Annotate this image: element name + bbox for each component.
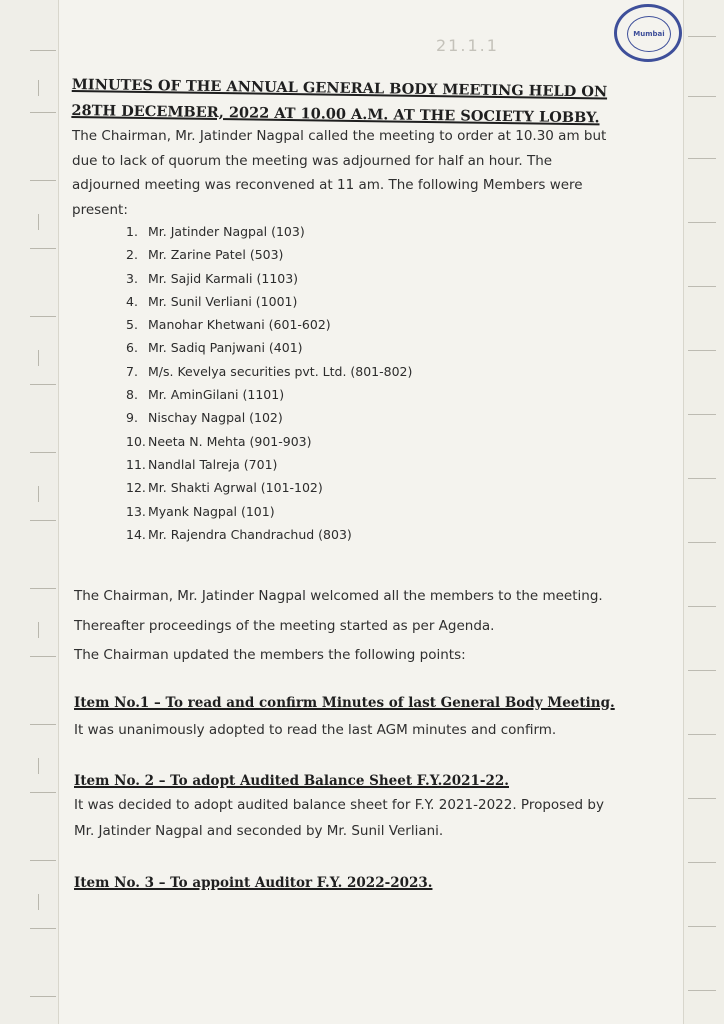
list-item: 14. Mr. Rajendra Chandrachud (803) <box>126 526 352 542</box>
margin-tick <box>30 316 56 317</box>
margin-tick <box>688 158 716 159</box>
welcome-line: Thereafter proceedings of the meeting started as per Agenda. <box>74 618 495 634</box>
agenda-item-3-heading: Item No. 3 – To appoint Auditor F.Y. 2022-2023. <box>74 875 433 891</box>
margin-tick <box>38 758 39 774</box>
welcome-line: The Chairman, Mr. Jatinder Nagpal welcomed all the members to the meeting. <box>74 588 603 604</box>
agenda-item-2-text: It was decided to adopt audited balance sheet for F.Y. 2021-2022. Proposed by <box>74 797 604 813</box>
margin-tick <box>688 222 716 223</box>
list-item: 2. Mr. Zarine Patel (503) <box>126 247 284 263</box>
margin-tick <box>30 384 56 385</box>
margin-tick <box>688 606 716 607</box>
margin-tick <box>688 670 716 671</box>
minutes-heading: MINUTES OF THE ANNUAL GENERAL BODY MEETING HELD ON 28TH DECEMBER, 2022 AT 10.00 A.M. AT THE SOCIETY LOBBY. <box>71 75 608 127</box>
margin-tick <box>38 486 39 502</box>
list-item: 3. Mr. Sajid Karmali (1103) <box>126 270 299 286</box>
margin-tick <box>30 860 56 861</box>
handwritten-note: 21.1.1 <box>436 36 499 55</box>
left-binding-margin <box>0 0 59 1024</box>
margin-tick <box>30 50 56 51</box>
agenda-item-2-heading: Item No. 2 – To adopt Audited Balance Sheet F.Y.2021-22. <box>74 773 509 789</box>
margin-tick <box>30 520 56 521</box>
margin-tick <box>38 80 39 96</box>
list-item: 11. Nandlal Talreja (701) <box>126 456 278 472</box>
list-item: 13. Myank Nagpal (101) <box>126 503 275 519</box>
margin-tick <box>30 656 56 657</box>
agenda-item-2-text: Mr. Jatinder Nagpal and seconded by Mr. Sunil Verliani. <box>74 823 444 839</box>
margin-tick <box>688 350 716 351</box>
list-item: 4. Mr. Sunil Verliani (1001) <box>126 293 298 309</box>
margin-tick <box>30 180 56 181</box>
margin-tick <box>688 478 716 479</box>
margin-tick <box>688 36 716 37</box>
margin-tick <box>38 350 39 366</box>
margin-tick <box>688 862 716 863</box>
margin-tick <box>30 588 56 589</box>
margin-tick <box>30 792 56 793</box>
margin-tick <box>688 798 716 799</box>
margin-tick <box>688 286 716 287</box>
stamp-label: Mumbai <box>627 16 671 52</box>
right-margin <box>683 0 724 1024</box>
welcome-line: The Chairman updated the members the following points: <box>74 647 466 663</box>
margin-tick <box>30 724 56 725</box>
agenda-item-1-heading: Item No.1 – To read and confirm Minutes of last General Body Meeting. <box>74 695 615 711</box>
margin-tick <box>688 926 716 927</box>
margin-tick <box>30 452 56 453</box>
margin-tick <box>688 96 716 97</box>
society-stamp <box>614 4 682 62</box>
margin-tick <box>30 112 56 113</box>
document-page <box>58 0 684 1024</box>
margin-tick <box>688 542 716 543</box>
list-item: 8. Mr. AminGilani (1101) <box>126 387 285 403</box>
margin-tick <box>38 894 39 910</box>
list-item: 9. Nischay Nagpal (102) <box>126 410 283 426</box>
margin-tick <box>688 414 716 415</box>
margin-tick <box>38 622 39 638</box>
list-item: 7. M/s. Kevelya securities pvt. Ltd. (801-802) <box>126 363 413 379</box>
margin-tick <box>688 734 716 735</box>
list-item: 1. Mr. Jatinder Nagpal (103) <box>126 224 305 239</box>
list-item: 10. Neeta N. Mehta (901-903) <box>126 433 312 449</box>
margin-tick <box>30 248 56 249</box>
agenda-item-1-text: It was unanimously adopted to read the last AGM minutes and confirm. <box>74 722 557 738</box>
intro-paragraph: The Chairman, Mr. Jatinder Nagpal called the meeting to order at 10.30 am but due to lack of quorum the meeting was adjourned for half an hour. The adjourned meeting was reconvened at 11 am. The following Members were present: <box>72 128 607 218</box>
margin-tick <box>30 996 56 997</box>
list-item: 6. Mr. Sadiq Panjwani (401) <box>126 340 303 356</box>
list-item: 12. Mr. Shakti Agrwal (101-102) <box>126 480 323 496</box>
members-list <box>126 220 526 546</box>
margin-tick <box>688 990 716 991</box>
margin-tick <box>30 928 56 929</box>
margin-tick <box>38 214 39 230</box>
list-item: 5. Manohar Khetwani (601-602) <box>126 317 331 333</box>
